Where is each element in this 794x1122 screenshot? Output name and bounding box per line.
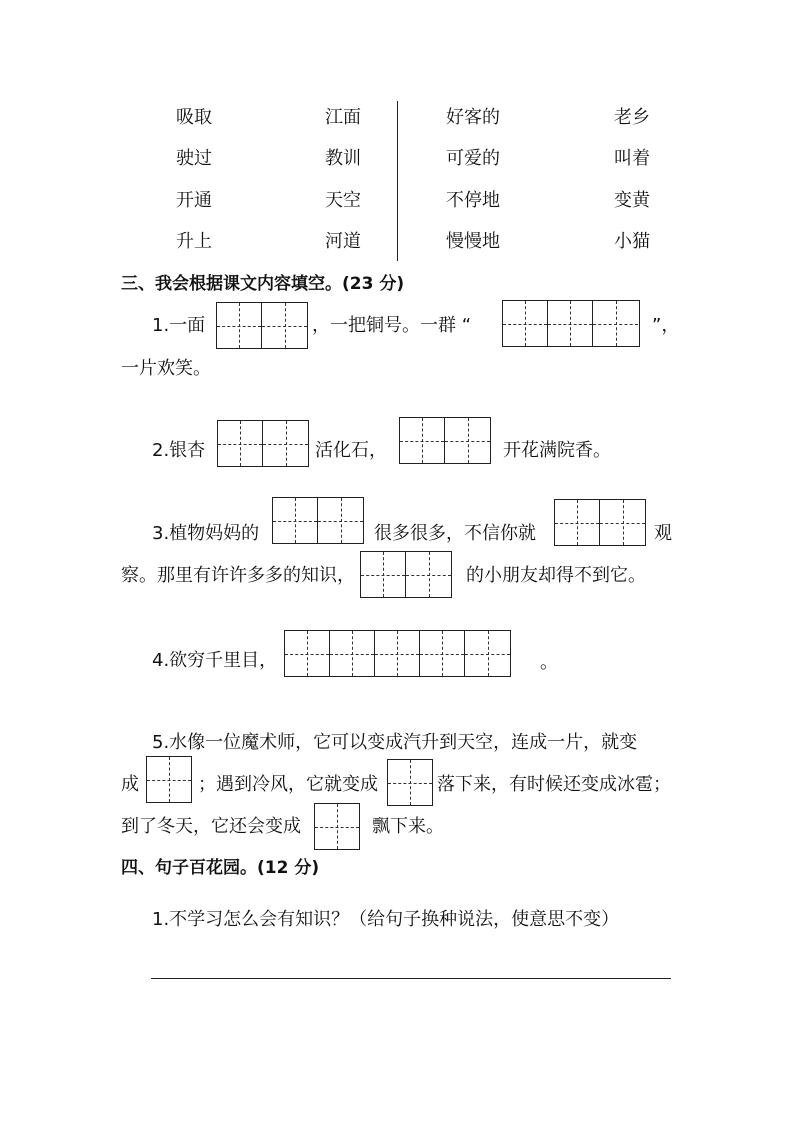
grid-cell[interactable] xyxy=(217,303,262,348)
q3-text-e: 的小朋友却得不到它。 xyxy=(466,565,646,586)
word-item: 可爱的 xyxy=(446,148,500,169)
grid-cell[interactable] xyxy=(330,631,375,676)
q2-text-a: 2.银杏 xyxy=(152,440,206,461)
grid-cell[interactable] xyxy=(420,631,465,676)
q3-text-b: 很多很多，不信你就 xyxy=(374,523,536,544)
q2-text-b: 活化石， xyxy=(315,440,387,461)
word-item: 慢慢地 xyxy=(446,231,500,252)
word-item: 驶过 xyxy=(176,148,212,169)
grid-cell[interactable] xyxy=(445,418,490,463)
word-item: 小猫 xyxy=(614,231,650,252)
grid-cell[interactable] xyxy=(465,631,510,676)
grid-cell[interactable] xyxy=(285,631,330,676)
grid-cell[interactable] xyxy=(375,631,420,676)
grid-cell[interactable] xyxy=(600,500,645,545)
word-item: 江面 xyxy=(325,107,361,128)
grid-cell[interactable] xyxy=(318,498,363,543)
answer-box-q5-2[interactable] xyxy=(387,759,433,806)
answer-box-q4[interactable] xyxy=(284,630,511,677)
answer-box-q5-3[interactable] xyxy=(314,803,360,850)
answer-line[interactable] xyxy=(151,978,671,979)
word-item: 好客的 xyxy=(446,107,500,128)
grid-cell[interactable] xyxy=(555,500,600,545)
answer-box-q3-1[interactable] xyxy=(272,497,364,544)
answer-box-q1-1[interactable] xyxy=(216,302,308,349)
q3-text-a: 3.植物妈妈的 xyxy=(152,523,260,544)
word-item: 教训 xyxy=(325,148,361,169)
q5-text-c: ；遇到冷风，它就变成 xyxy=(198,774,378,795)
q5-text-d: 落下来，有时候还变成冰雹； xyxy=(437,774,671,795)
q1-text-d: 一片欢笑。 xyxy=(121,358,211,379)
answer-box-q1-2[interactable] xyxy=(502,300,640,347)
grid-cell[interactable] xyxy=(388,760,432,805)
q3-text-d: 察。那里有许许多多的知识， xyxy=(121,565,355,586)
grid-cell[interactable] xyxy=(400,418,445,463)
q1-text-a: 1.一面 xyxy=(152,315,206,336)
word-item: 老乡 xyxy=(614,107,650,128)
grid-cell[interactable] xyxy=(361,552,406,597)
s4-q1-text: 1.不学习怎么会有知识？（给句子换种说法，使意思不变） xyxy=(152,909,620,930)
word-item: 吸取 xyxy=(176,107,212,128)
q1-text-b: ，一把铜号。一群 “ xyxy=(312,315,472,336)
column-divider xyxy=(397,101,398,261)
grid-cell[interactable] xyxy=(503,301,548,346)
word-item: 开通 xyxy=(176,190,212,211)
q1-text-c: ”， xyxy=(652,315,680,336)
grid-cell[interactable] xyxy=(273,498,318,543)
grid-cell[interactable] xyxy=(218,421,263,466)
answer-box-q3-3[interactable] xyxy=(360,551,452,598)
word-item: 升上 xyxy=(176,231,212,252)
grid-cell[interactable] xyxy=(593,301,638,346)
grid-cell[interactable] xyxy=(406,552,451,597)
q5-text-e: 到了冬天，它还会变成 xyxy=(121,816,301,837)
grid-cell[interactable] xyxy=(262,303,307,348)
grid-cell[interactable] xyxy=(548,301,593,346)
word-item: 河道 xyxy=(325,231,361,252)
section3-heading: 三、我会根据课文内容填空。(23 分) xyxy=(121,274,405,294)
word-item: 不停地 xyxy=(446,190,500,211)
answer-box-q2-1[interactable] xyxy=(217,420,309,467)
q5-text-b: 成 xyxy=(121,774,139,795)
q5-text-f: 飘下来。 xyxy=(372,816,444,837)
q3-text-c: 观 xyxy=(654,523,672,544)
grid-cell[interactable] xyxy=(315,804,359,849)
q4-text-b: 。 xyxy=(540,652,558,673)
q4-text-a: 4.欲穷千里目， xyxy=(152,650,278,671)
answer-box-q5-1[interactable] xyxy=(146,756,192,803)
q2-text-c: 开花满院香。 xyxy=(503,440,611,461)
word-item: 天空 xyxy=(325,190,361,211)
grid-cell[interactable] xyxy=(147,757,191,802)
section4-heading: 四、句子百花园。(12 分) xyxy=(121,858,320,878)
answer-box-q3-2[interactable] xyxy=(554,499,646,546)
q5-text-a: 5.水像一位魔术师，它可以变成汽升到天空，连成一片，就变 xyxy=(152,732,638,753)
word-item: 叫着 xyxy=(614,148,650,169)
grid-cell[interactable] xyxy=(263,421,308,466)
answer-box-q2-2[interactable] xyxy=(399,417,491,464)
word-item: 变黄 xyxy=(614,190,650,211)
